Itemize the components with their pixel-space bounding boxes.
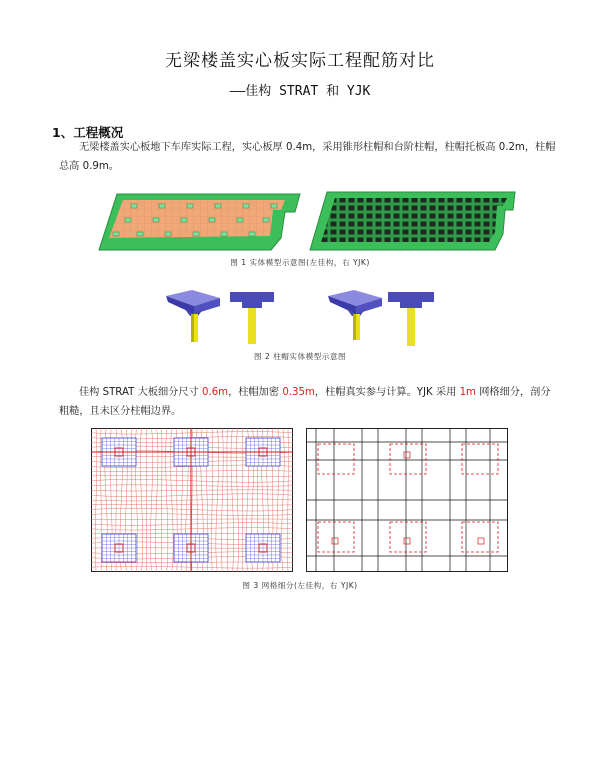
page-title: 无梁楼盖实心板实际工程配筋对比 (165, 51, 435, 71)
cap-mesh-zone (246, 534, 280, 562)
figure-mesh-yjk (306, 428, 508, 572)
paragraph-mesh (59, 383, 559, 421)
figure-cap-models (162, 288, 452, 348)
mesh-text-1: 佳构 STRAT 大板细分尺寸 (79, 387, 202, 398)
step-cap-model-a (230, 292, 274, 344)
yjk-mesh-size: 1m (459, 387, 476, 398)
mesh-text-4: 网格细分，剖分粗糙，且未区分柱帽边界。 (59, 387, 551, 417)
step-cap-model-b (388, 292, 434, 346)
figure-solid-models (95, 188, 525, 254)
page-subtitle: ——佳构 STRAT 和 YJK (229, 84, 371, 99)
cap-mesh-size: 0.35m (282, 387, 315, 398)
paragraph-overview: 无梁楼盖实心板地下车库实际工程，实心板厚 0.4m，采用锥形柱帽和台阶柱帽，柱帽托板高 0.2m，柱帽总高 0.9m。 (59, 142, 556, 172)
figure-1-caption: 图 1 实体模型示意图(左佳构，右 YJK) (230, 258, 370, 267)
section-heading: 1、工程概况 (52, 125, 124, 140)
mesh-text-3: ，柱帽真实参与计算。YJK 采用 (314, 387, 460, 398)
figure-mesh-jiagou (91, 428, 293, 572)
cap-mesh-zone (102, 534, 136, 562)
mesh-text-2: ，柱帽加密 (228, 387, 283, 398)
figure-3-caption: 图 3 网格细分(左佳构，右 YJK) (242, 581, 358, 590)
yjk-slab-model (310, 192, 515, 250)
slab-mesh-size: 0.6m (201, 387, 229, 398)
jiagou-slab-model (99, 194, 300, 250)
cone-cap-model-a (166, 290, 220, 342)
cone-cap-model-b (328, 290, 382, 340)
figure-2-caption: 图 2 柱帽实体模型示意图 (253, 352, 347, 361)
